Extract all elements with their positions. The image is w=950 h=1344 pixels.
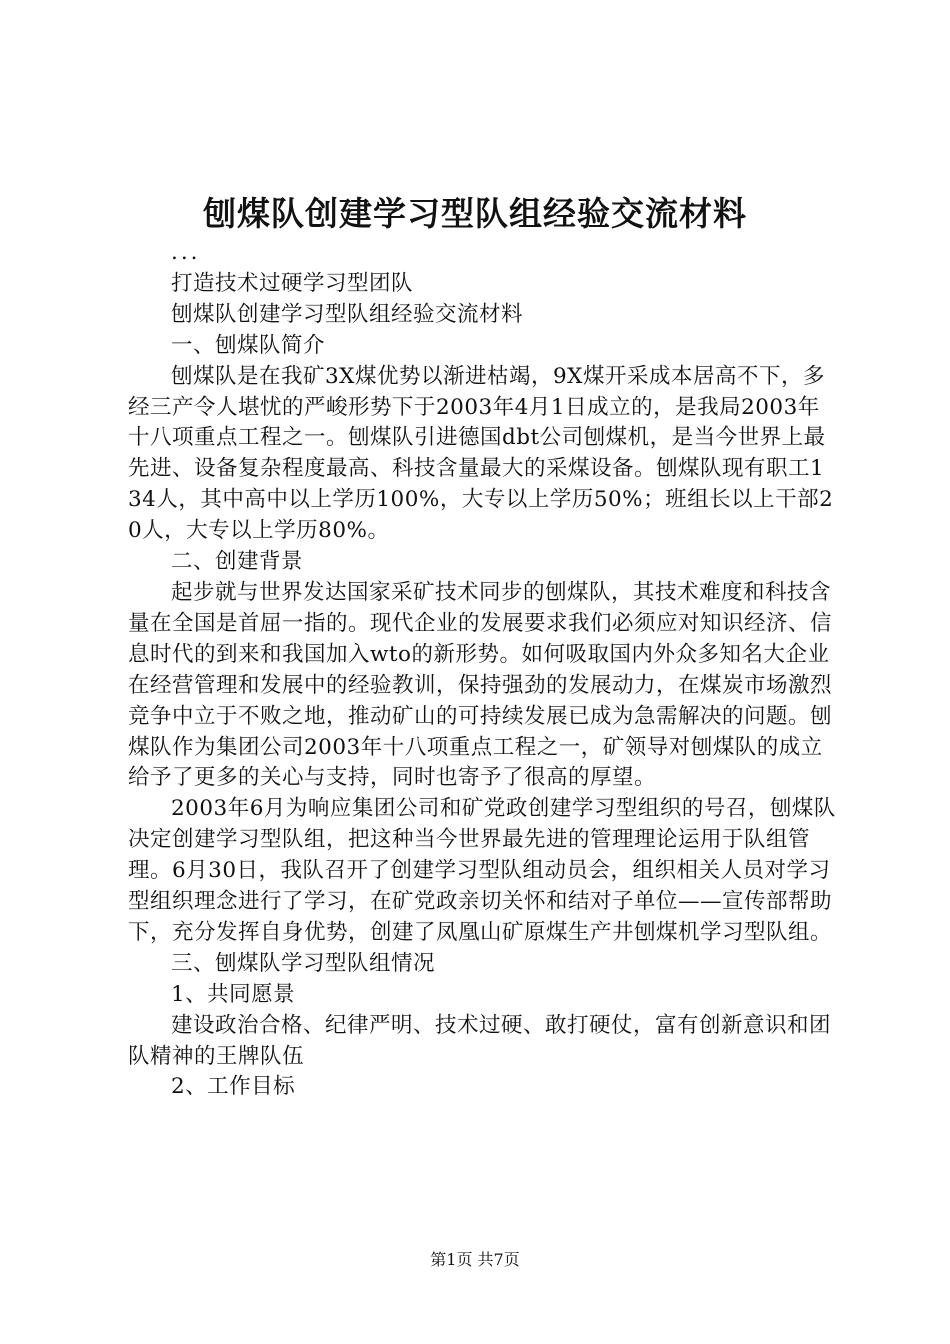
document-title: 刨煤队创建学习型队组经验交流材料: [203, 194, 747, 233]
section-heading-2: 二、创建背景: [171, 549, 304, 575]
paragraph-june-2003: 2003年6月为响应集团公司和矿党政创建学习型组织的号召，刨煤队决定创建学习型队组，把这种当今世界最先进的管理理论运用于队组管理。6月30日，我队召开了创建学习型队组动员会，组织相关人员对学习型组织理念进行了学习，在矿党政亲切关怀和结对子单位——宣传部帮助下，充分发挥自身优势，创建了凤凰山矿原煤生产井刨煤机学习型队组。: [128, 796, 836, 945]
paragraph-intro: 刨煤队是在我矿3X煤优势以渐进枯竭，9X煤开采成本居高不下，多经三产令人堪忧的严峻形势下于2003年4月1日成立的，是我局2003年十八项重点工程之一。刨煤队引进德国dbt公司刨煤机，是当今世界上最先进、设备复杂程度最高、科技含量最大的采煤设备。刨煤队现有职工134人，其中高中以上学历100%，大专以上学历50%；班组长以上干部20人，大专以上学历80%。: [128, 363, 834, 544]
section-heading-3: 三、刨煤队学习型队组情况: [171, 950, 436, 976]
subheading-vision: 1、共同愿景: [171, 981, 296, 1007]
repeat-title-line: 刨煤队创建学习型队组经验交流材料: [171, 301, 524, 327]
document-body: [128, 238, 836, 1103]
subheading-goals: 2、工作目标: [171, 1074, 296, 1100]
page-footer: 第1页 共7页: [430, 1250, 520, 1269]
subtitle-line: 打造技术过硬学习型团队: [171, 270, 414, 296]
paragraph-background: 起步就与世界发达国家采矿技术同步的刨煤队，其技术难度和科技含量在全国是首屈一指的。现代企业的发展要求我们必须应对知识经济、信息时代的到来和我国加入wto的新形势。如何吸取国内外众多知名大企业在经营管理和发展中的经验教训，保持强劲的发展动力，在煤炭市场激烈竞争中立于不败之地，推动矿山的可持续发展已成为急需解决的问题。刨煤队作为集团公司2003年十八项重点工程之一，矿领导对刨煤队的成立给予了更多的关心与支持，同时也寄予了很高的厚望。: [128, 579, 833, 791]
paragraph-vision: 建设政治合格、纪律严明、技术过硬、敢打硬仗，富有创新意识和团队精神的王牌队伍: [128, 1012, 832, 1069]
ellipsis-line: ...: [171, 240, 201, 265]
section-heading-1: 一、刨煤队简介: [171, 332, 326, 358]
